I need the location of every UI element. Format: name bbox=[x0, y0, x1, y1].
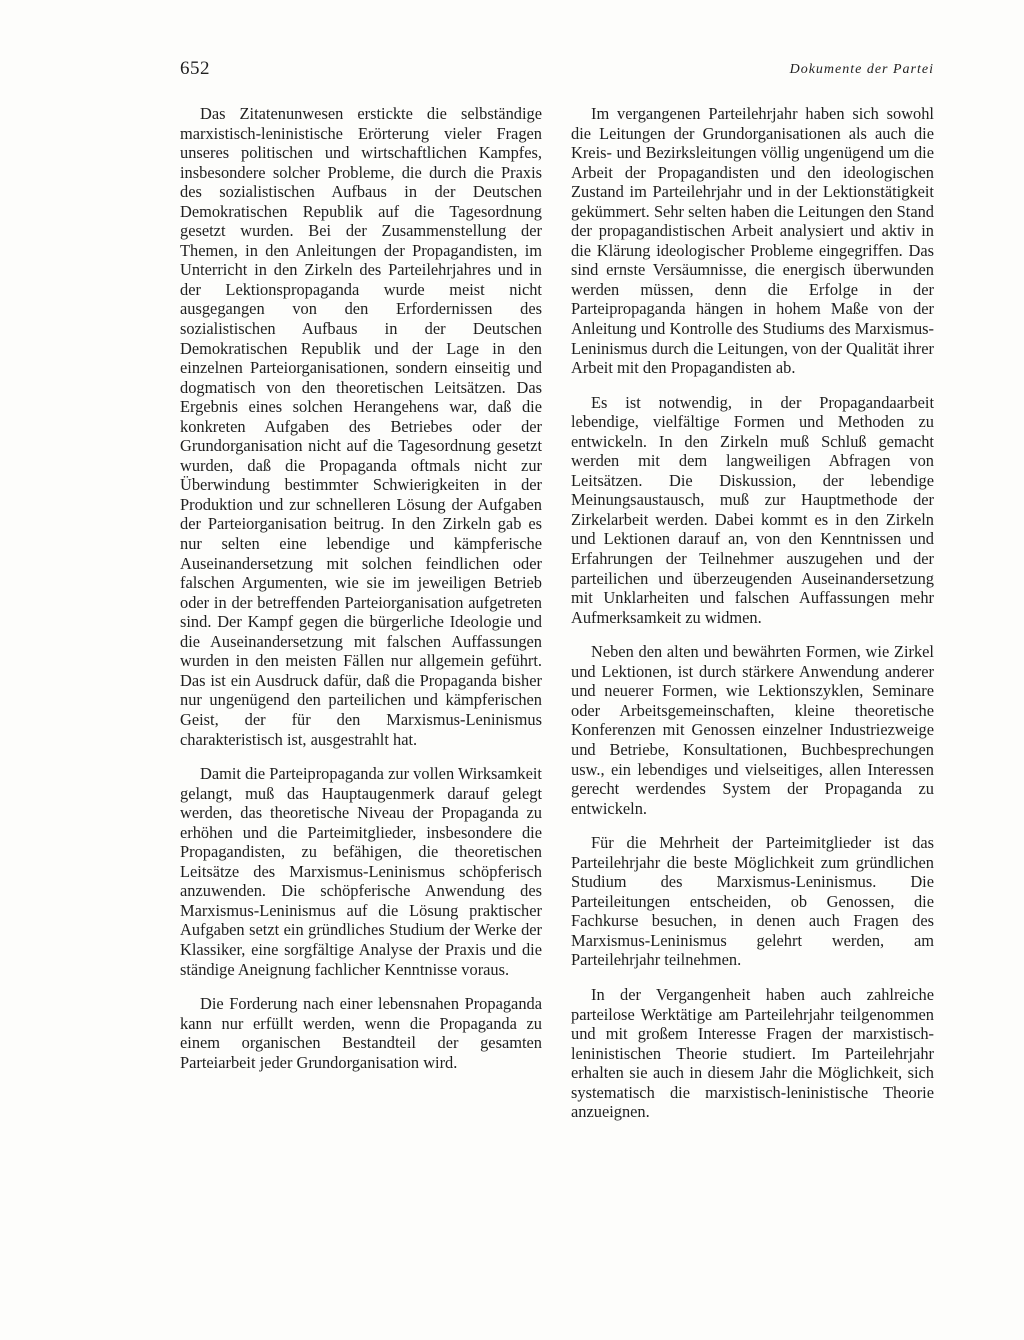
paragraph: Im vergangenen Parteilehrjahr haben sich sowohl die Leitungen der Grundorganisationen als auch die Kreis- und Bezirksleitungen völlig ungenügend um die Arbeit der Propagandisten und den ideologischen Zustand im Parteilehrjahr und in der Lektionstätigkeit gekümmert. Sehr selten haben die Leitungen den Stand der propagandistischen Arbeit analysiert und aktiv in die Klärung ideologischer Probleme eingegriffen. Das sind ernste Versäumnisse, die energisch überwunden werden müssen, denn die Erfolge in der Parteipropaganda hängen in hohem Maße von der Anleitung und Kontrolle des Studiums des Marxismus-Leninismus durch die Leitungen, von der Qualität ihrer Arbeit mit den Propagandisten ab. bbox=[571, 104, 934, 378]
page-header bbox=[180, 58, 934, 84]
left-column bbox=[180, 104, 542, 1087]
paragraph: Neben den alten und bewährten Formen, wie Zirkel und Lektionen, ist durch stärkere Anwendung anderer und neuerer Formen, wie Lektionszyklen, Seminare oder Arbeitsgemeinschaften, kleine theoretische Konferenzen mit Genossen einzelner Industriezweige und Betriebe, Konsultationen, Buchbesprechungen usw., ein lebendiges und vielseitiges, allen Interessen gerecht werdendes System der Propaganda zu entwickeln. bbox=[571, 642, 934, 818]
right-column bbox=[571, 104, 934, 1137]
paragraph: Für die Mehrheit der Parteimitglieder ist das Parteilehrjahr die beste Möglichkeit zum gründlichen Studium des Marxismus-Leninismus. Die Parteileitungen entscheiden, ob Genossen, die Fachkurse besuchen, in denen auch Fragen des Marxismus-Leninismus gelehrt werden, am Parteilehrjahr teilnehmen. bbox=[571, 833, 934, 970]
paragraph: Die Forderung nach einer lebensnahen Propaganda kann nur erfüllt werden, wenn die Propaganda zu einem organischen Bestandteil der gesamten Parteiarbeit jeder Grundorganisation wird. bbox=[180, 994, 542, 1072]
paragraph: In der Vergangenheit haben auch zahlreiche parteilose Werktätige am Parteilehrjahr teilgenommen und mit großem Interesse Fragen der marxistisch-leninistischen Theorie studiert. Im Parteilehrjahr erhalten sie auch in diesem Jahr die Möglichkeit, sich systematisch die marxistisch-leninistische Theorie anzueignen. bbox=[571, 984, 934, 1122]
running-head: Dokumente der Partei bbox=[789, 62, 934, 77]
paragraph: Das Zitatenunwesen erstickte die selbständige marxistisch-leninistische Erörterung vieler Fragen unseres politischen und wirtschaftlichen Kampfes, insbesondere solcher Probleme, die durch die Praxis des sozialistischen Aufbaus in der Deutschen Demokratischen Republik auf die Tagesordnung gesetzt wurden. Bei der Zusammenstellung der Themen, in den Anleitungen der Propagandisten, im Unterricht in den Zirkeln des Parteilehrjahres und in der Lektionspropaganda wurde meist nicht ausgegangen von den Erfordernissen des sozialistischen Aufbaus in der Deutschen Demokratischen Republik und der Lage in den einzelnen Parteiorganisationen, sondern einseitig und dogmatisch von den theoretischen Leitsätzen. Das Ergebnis eines solchen Herangehens war, daß die konkreten Aufgaben des Betriebes oder der Grundorganisation nicht auf die Tagesordnung gesetzt wurden, daß die Propaganda oftmals nicht zur Überwindung bestimmter Schwierigkeiten in der Produktion und zur schnelleren Lösung der Aufgaben der Parteiorganisation beitrug. In den Zirkeln gab es nur selten eine lebendige und kämpferische Auseinandersetzung mit solchen feindlichen oder falschen Argumenten, wie sie im jeweiligen Betrieb oder in der betreffenden Parteiorganisation aufgetreten sind. Der Kampf gegen die bürgerliche Ideologie und die Auseinandersetzung mit falschen Auffassungen wurden in den meisten Fällen nur allgemein geführt. Das ist ein Ausdruck dafür, daß die Propaganda bisher nur ungenügend den parteilichen und kämpferischen Geist, der für den Marxismus-Leninismus charakteristisch ist, ausgestrahlt hat. bbox=[180, 104, 542, 749]
page-number: 652 bbox=[180, 58, 210, 79]
paragraph: Es ist notwendig, in der Propagandaarbeit lebendige, vielfältige Formen und Methoden zu entwickeln. In den Zirkeln muß Schluß gemacht werden mit dem langweiligen Abfragen von Leitsätzen. Die Diskussion, der lebendige Meinungsaustausch, muß zur Hauptmethode der Zirkelarbeit werden. Dabei kommt es in den Zirkeln und Lektionen darauf an, von den Kenntnissen und Erfahrungen der Teilnehmer auszugehen und der parteilichen und überzeugenden Auseinandersetzung mit Unklarheiten und falschen Auffassungen mehr Aufmerksamkeit zu widmen. bbox=[571, 392, 934, 627]
paragraph: Damit die Parteipropaganda zur vollen Wirksamkeit gelangt, muß das Hauptaugenmerk darauf gelegt werden, das theoretische Niveau der Propaganda zu erhöhen und die Parteimitglieder, insbesondere die Propagandisten, zu befähigen, die theoretischen Leitsätze des Marxismus-Leninismus schöpferisch anzuwenden. Die schöpferische Anwendung des Marxismus-Leninismus auf die Lösung praktischer Aufgaben setzt ein gründliches Studium der Werke der Klassiker, eine sorgfältige Analyse der Praxis und die ständige Aneignung fachlicher Kenntnisse voraus. bbox=[180, 764, 542, 979]
